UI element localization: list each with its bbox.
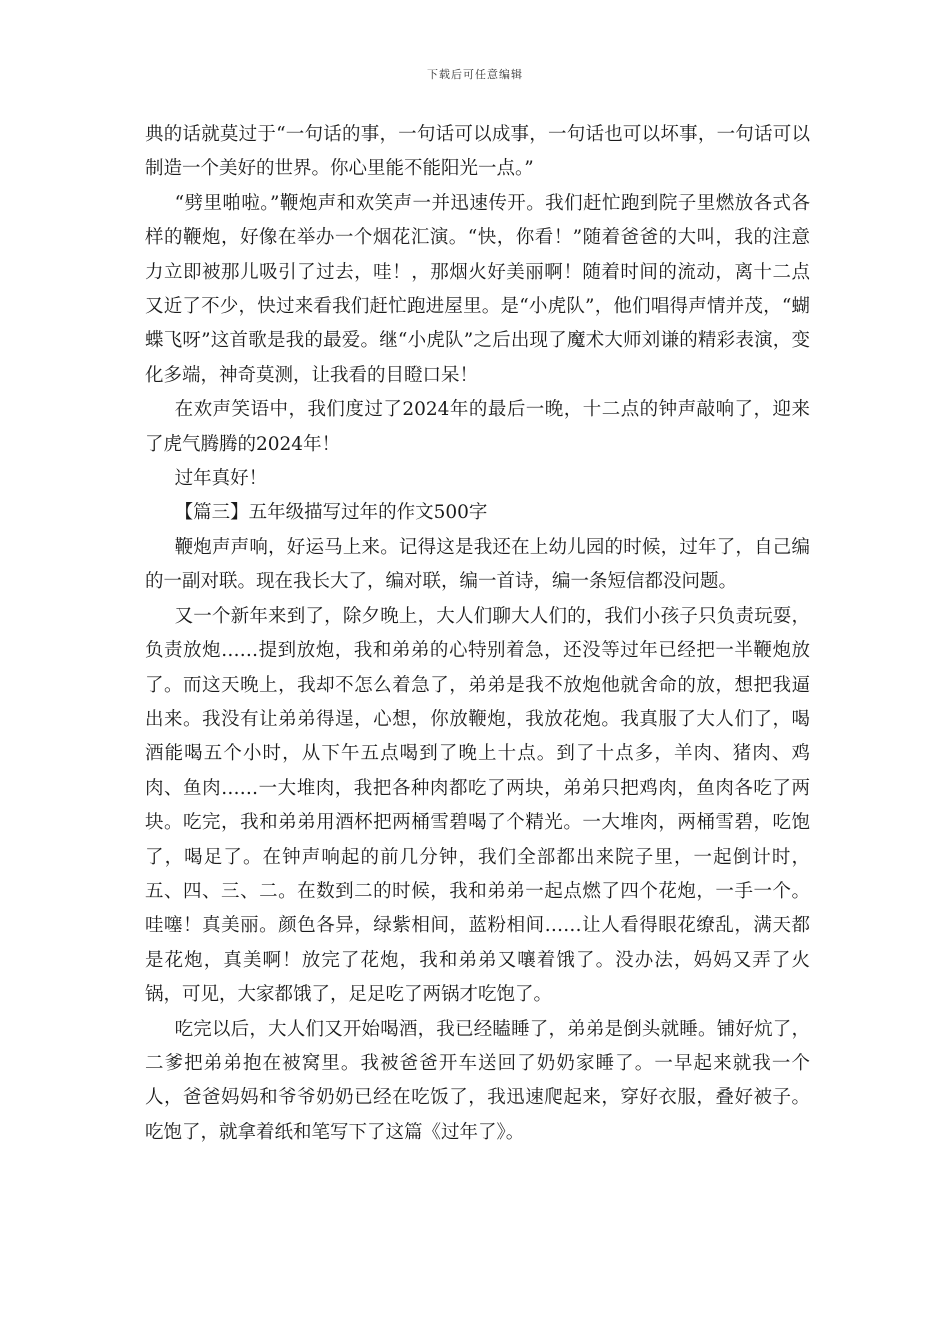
paragraph-7: 吃完以后，大人们又开始喝酒，我已经瞌睡了，弟弟是倒头就睡。铺好炕了，二爹把弟弟抱在被窝里。我被爸爸开车送回了奶奶家睡了。一早起来就我一个人，爸爸妈妈和爷爷奶奶已经在吃饭了，我迅速爬起来，穿好衣服，叠好被子。吃饱了，就拿着纸和笔写下了这篇《过年了》。	[145, 1018, 810, 1143]
paragraph-6: 又一个新年来到了，除夕晚上，大人们聊大人们的，我们小孩子只负责玩耍，负责放炮……提到放炮，我和弟弟的心特别着急，还没等过年已经把一半鞭炮放了。而这天晚上，我却不怎么着急了，弟弟是我不放炮他就舍命的放，想把我逼出来。我没有让弟弟得逞，心想，你放鞭炮，我放花炮。我真服了大人们了，喝酒能喝五个小时，从下午五点喝到了晚上十点。到了十点多，羊肉、猪肉、鸡肉、鱼肉……一大堆肉，我把各种肉都吃了两块，弟弟只把鸡肉，鱼肉各吃了两块。吃完，我和弟弟用酒杯把两桶雪碧喝了个精光。一大堆肉，两桶雪碧，吃饱了，喝足了。在钟声响起的前几分钟，我们全部都出来院子里，一起倒计时，五、四、三、二。在数到二的时候，我和弟弟一起点燃了四个花炮，一手一个。哇噻！真美丽。颜色各异，绿紫相间，蓝粉相间……让人看得眼花缭乱，满天都是花炮，真美啊！放完了花炮，我和弟弟又嚷着饿了。没办法，妈妈又弄了火锅，可见，大家都饿了，足足吃了两锅才吃饱了。	[145, 605, 810, 1006]
paragraph-1: 典的话就莫过于“一句话的事，一句话可以成事，一句话也可以坏事，一句话可以制造一个美好的世界。你心里能不能阳光一点。”	[145, 124, 810, 180]
paragraph-3: 在欢声笑语中，我们度过了2024年的最后一晚，十二点的钟声敲响了，迎来了虎气腾腾的2024年！	[145, 399, 810, 455]
document-body	[145, 118, 810, 1150]
section-heading: 【篇三】五年级描写过年的作文500字	[174, 502, 488, 524]
paragraph-2: “劈里啪啦。”鞭炮声和欢笑声一并迅速传开。我们赶忙跑到院子里燃放各式各样的鞭炮，好像在举办一个烟花汇演。“快，你看！”随着爸爸的大叫，我的注意力立即被那儿吸引了过去，哇！，那烟火好美丽啊！随着时间的流动，离十二点又近了不少，快过来看我们赶忙跑进屋里。是“小虎队”，他们唱得声情并茂，“蝴蝶飞呀”这首歌是我的最爱。继“小虎队”之后出现了魔术大师刘谦的精彩表演，变化多端，神奇莫测，让我看的目瞪口呆！	[145, 192, 810, 386]
page-header-note: 下载后可任意编辑	[427, 68, 523, 81]
paragraph-5: 鞭炮声声响，好运马上来。记得这是我还在上幼儿园的时候，过年了，自己编的一副对联。现在我长大了，编对联，编一首诗，编一条短信都没问题。	[145, 536, 810, 593]
paragraph-4: 过年真好！	[174, 468, 268, 490]
